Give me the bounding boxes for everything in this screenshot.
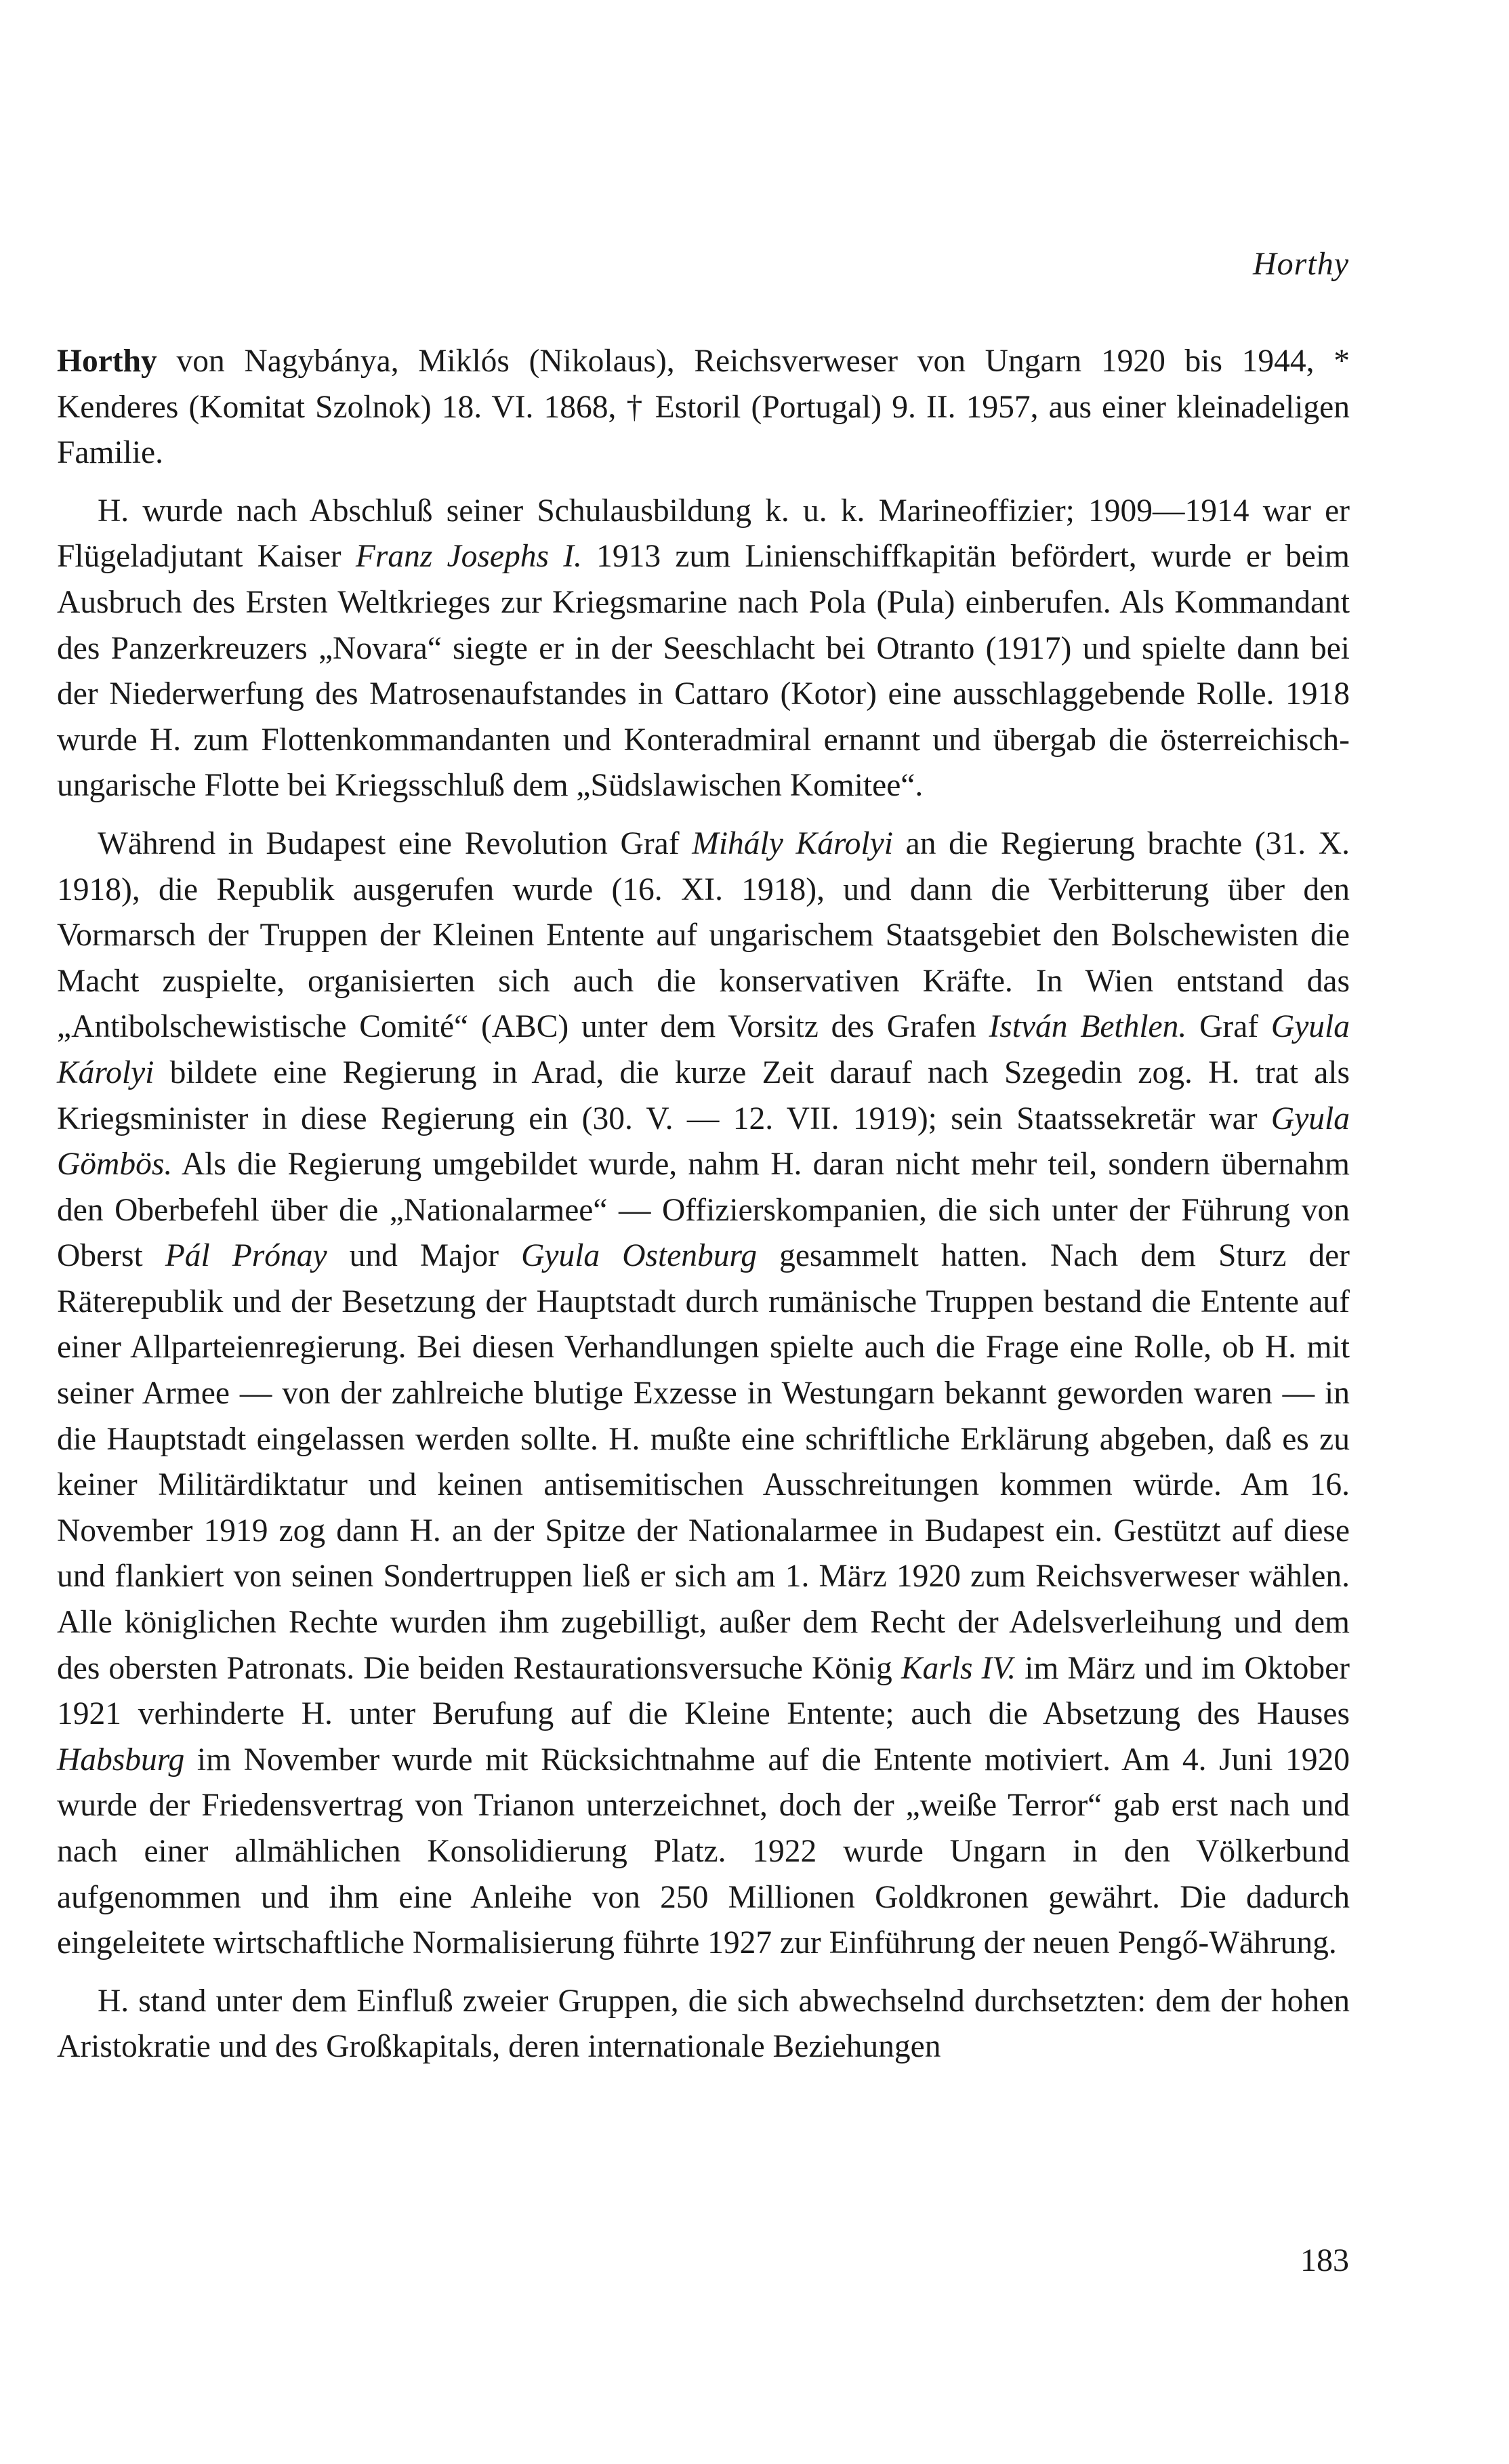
text-segment: 1913 zum Linienschiffkapitän befördert, wurde er beim Ausbruch des Ersten Weltkrieges zur Kriegsmarine nach Pola (Pula) einberufen. Als Kommandant des Panzerkreuzers „Novara“ siegte er in der Seeschlacht bei Otranto (1917) und spielte dann bei der Niederwerfung des Matrosenaufstandes in Cattaro (Kotor) eine ausschlaggebende Rolle. 1918 wurde H. zum Flottenkommandanten und Konteradmiral ernannt und übergab die österreichisch-ungarische Flotte bei Kriegsschluß dem „Südslawischen Komitee“. — [57, 539, 1350, 804]
text-segment: von Nagybánya, Miklós (Nikolaus), Reichsverweser von Ungarn 1920 bis 1944, * Kenderes (Komitat Szolnok) 18. VI. 1868, † Estoril (Portugal) 9. II. 1957, aus einer kleinadeligen Familie. — [57, 344, 1350, 471]
text-segment: H. wurde nach Abschluß seiner Schulausbildung k. u. k. Marineoffizier; 1909—1914 war er Flügeladjutant Kaiser — [57, 493, 1350, 575]
headword: Horthy — [57, 344, 157, 379]
paragraph — [57, 1979, 1350, 2070]
text-segment: H. stand unter dem Einfluß zweier Gruppen, die sich abwechselnd durchsetzten: dem der hohen Aristokratie und des Großkapitals, deren internationale Beziehungen — [57, 1983, 1350, 2065]
person-name: Franz Josephs I. — [355, 539, 582, 575]
page-number: 183 — [1300, 2242, 1349, 2278]
person-name: Gyula Gömbös. — [57, 1101, 1350, 1183]
paragraph — [57, 821, 1350, 1967]
person-name: Habsburg — [57, 1742, 185, 1778]
text-segment: im März und im Oktober 1921 verhinderte H. unter Berufung auf die Kleine Entente; auch die Absetzung des Hauses — [57, 1650, 1350, 1732]
person-name: Gyula Ostenburg — [521, 1238, 758, 1274]
text-segment: im November wurde mit Rücksichtnahme auf die Entente motiviert. Am 4. Juni 1920 wurde der Friedensvertrag von Trianon unterzeichnet, doch der „weiße Terror“ gab erst nach und nach einer allmählichen Konsolidierung Platz. 1922 wurde Ungarn in den Völkerbund aufgenommen und ihm eine Anleihe von 250 Millionen Goldkronen gewährt. Die dadurch eingeleitete wirtschaftliche Normalisierung führte 1927 zur Einführung der neuen Pengő-Währung. — [57, 1742, 1350, 1961]
person-name: Gyula Károlyi — [57, 1009, 1350, 1090]
paragraph — [57, 339, 1350, 476]
text-segment: Graf — [1186, 1009, 1271, 1045]
text-segment: Während in Budapest eine Revolution Graf — [98, 825, 693, 861]
text-segment: bildete eine Regierung in Arad, die kurze Zeit darauf nach Szegedin zog. H. trat als Kriegsminister in diese Regierung ein (30. V. — 12. VII. 1919); sein Staatssekretär war — [57, 1054, 1350, 1136]
text-segment: an die Regierung brachte (31. X. 1918), die Republik ausgerufen wurde (16. XI. 1918), und dann die Verbitterung über den Vormarsch der Truppen der Kleinen Entente auf ungarischem Staatsgebiet den Bolschewisten die Macht zuspielte, organisierten sich auch die konservativen Kräfte. In Wien entstand das „Antibolschewistische Comité“ (ABC) unter dem Vorsitz des Grafen — [57, 825, 1350, 1045]
text-segment: und Major — [327, 1238, 522, 1274]
person-name: Karls IV. — [901, 1650, 1016, 1686]
article-body — [57, 339, 1350, 2070]
person-name: István Bethlen. — [989, 1009, 1187, 1045]
person-name: Mihály Károlyi — [692, 825, 893, 861]
paragraph — [57, 489, 1350, 809]
person-name: Pál Prónay — [165, 1238, 327, 1274]
text-segment: Als die Regierung umgebildet wurde, nahm H. daran nicht mehr teil, sondern übernahm den Oberbefehl über die „Nationalarmee“ — Offizierskompanien, die sich unter der Führung von Oberst — [57, 1147, 1350, 1274]
text-segment: gesammelt hatten. Nach dem Sturz der Räterepublik und der Besetzung der Hauptstadt durch rumänische Truppen bestand die Entente auf einer Allparteienregierung. Bei diesen Verhandlungen spielte auch die Frage eine Rolle, ob H. mit seiner Armee — von der zahlreiche blutige Exzesse in Westungarn bekannt geworden waren — in die Hauptstadt eingelassen werden sollte. H. mußte eine schriftliche Erklärung abgeben, daß es zu keiner Militärdiktatur und keinen antisemitischen Ausschreitungen kommen würde. Am 16. November 1919 zog dann H. an der Spitze der Nationalarmee in Budapest ein. Gestützt auf diese und flankiert von seinen Sondertruppen ließ er sich am 1. März 1920 zum Reichsverweser wählen. Alle königlichen Rechte wurden ihm zugebilligt, außer dem Recht der Adelsverleihung und dem des obersten Patronats. Die beiden Restaurationsversuche König — [57, 1238, 1350, 1686]
running-head: Horthy — [1253, 246, 1349, 282]
